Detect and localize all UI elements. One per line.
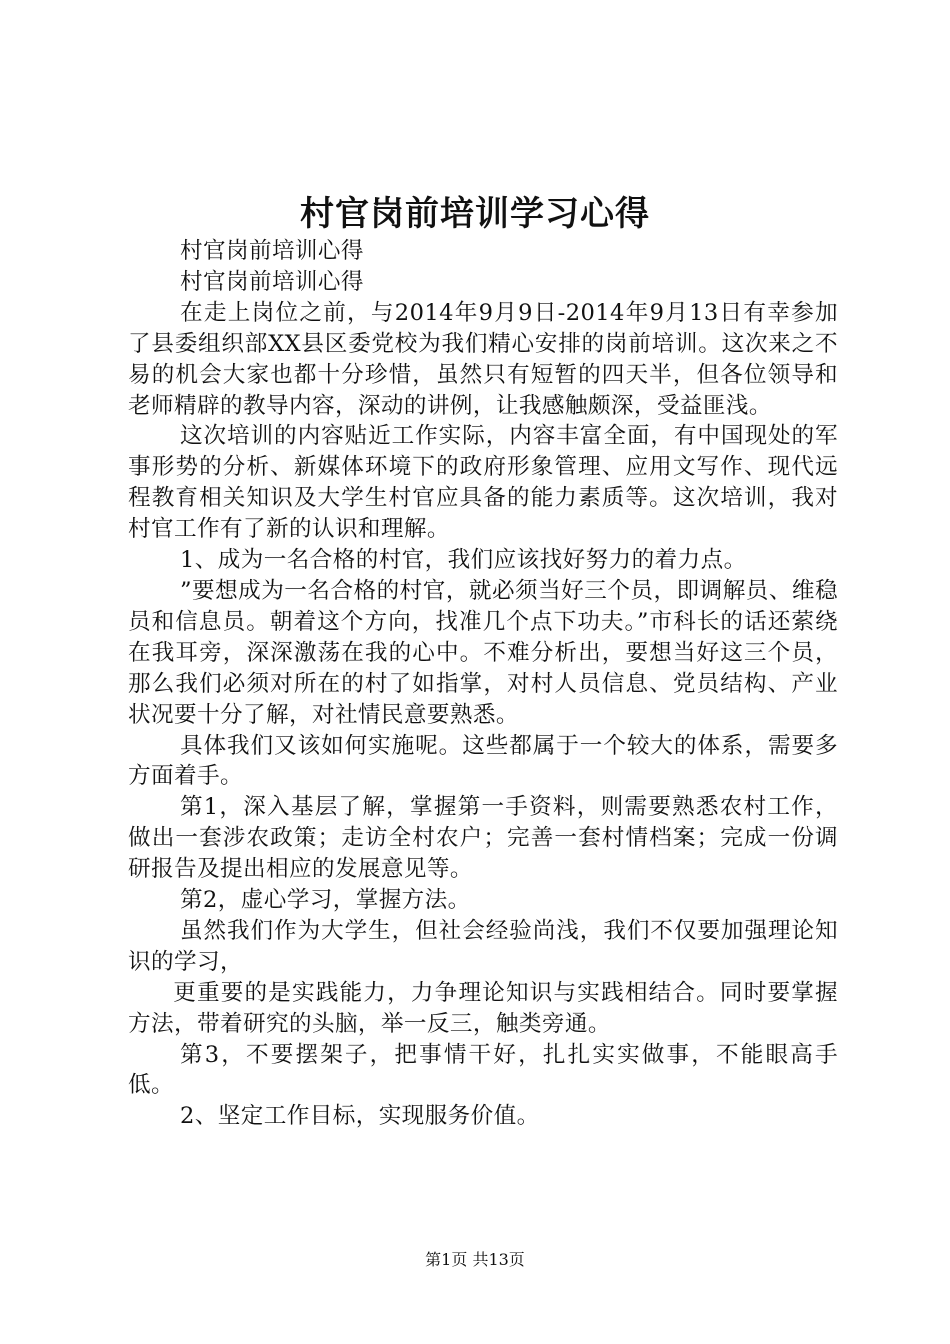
- paragraph: 第1，深入基层了解，掌握第一手资料，则需要熟悉农村工作，做出一套涉农政策；走访全村农户；完善一套村情档案；完成一份调研报告及提出相应的发展意见等。: [128, 794, 838, 883]
- paragraph: 第3，不要摆架子，把事情干好，扎扎实实做事，不能眼高手低。: [128, 1041, 838, 1099]
- page-footer: 第1页 共13页: [425, 1250, 525, 1269]
- paragraph: 1、成为一名合格的村官，我们应该找好努力的着力点。: [179, 547, 747, 574]
- paragraph: 第2，虚心学习，掌握方法。: [179, 887, 471, 914]
- paragraph: 村官岗前培训心得: [179, 268, 364, 295]
- paragraph: 2、坚定工作目标，实现服务价值。: [179, 1103, 540, 1130]
- paragraph: 虽然我们作为大学生，但社会经验尚浅，我们不仅要加强理论知识的学习，: [128, 917, 838, 975]
- paragraph: 更重要的是实践能力，力争理论知识与实践相结合。同时要掌握方法，带着研究的头脑，举一反三，触类旁通。: [128, 979, 838, 1037]
- paragraph: 具体我们又该如何实施呢。这些都属于一个较大的体系，需要多方面着手。: [128, 732, 838, 790]
- document-title: 村官岗前培训学习心得: [300, 194, 650, 234]
- paragraph: ”要想成为一名合格的村官，就必须当好三个员，即调解员、维稳员和信息员。朝着这个方向，找准几个点下功夫。”市科长的话还萦绕在我耳旁，深深激荡在我的心中。不难分析出，要想当好这三个员，那么我们必须对所在的村了如指掌，对村人员信息、党员结构、产业状况要十分了解，对社情民意要熟悉。: [128, 577, 838, 728]
- paragraph: 在走上岗位之前，与2014年9月9日-2014年9月13日有幸参加了县委组织部XX县区委党校为我们精心安排的岗前培训。这次来之不易的机会大家也都十分珍惜，虽然只有短暂的四天半，但各位领导和老师精辟的教导内容，深动的讲例，让我感触颇深，受益匪浅。: [128, 299, 838, 419]
- paragraph: 这次培训的内容贴近工作实际，内容丰富全面，有中国现处的军事形势的分析、新媒体环境下的政府形象管理、应用文写作、现代远程教育相关知识及大学生村官应具备的能力素质等。这次培训，我对村官工作有了新的认识和理解。: [128, 423, 838, 543]
- paragraph: 村官岗前培训心得: [179, 238, 364, 264]
- document-body: [128, 236, 838, 1132]
